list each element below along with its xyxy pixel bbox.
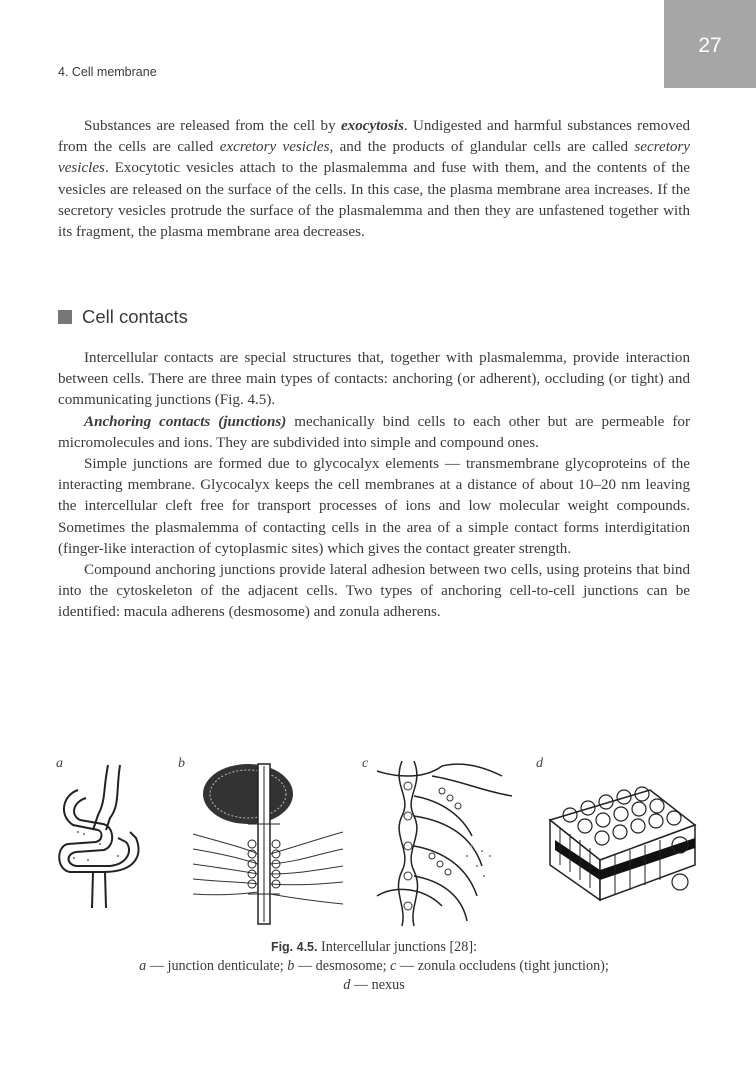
intro-section	[58, 116, 690, 243]
junction-denticulate-illustration	[48, 760, 158, 910]
term-excretory-vesicles: excretory vesicles	[219, 139, 330, 156]
section-heading	[58, 306, 188, 328]
nexus-illustration	[530, 770, 700, 910]
caption-text-b: — desmosome;	[294, 958, 391, 974]
caption-letter-b: b	[287, 958, 295, 974]
text-run: , and the products of glandular cells are called	[329, 139, 635, 156]
caption-letter-c: c	[390, 958, 397, 974]
caption-letter-d: d	[343, 977, 351, 993]
paragraph-simple-junctions: Simple junctions are formed due to glycocalyx elements — transmembrane glycoproteins of the interacting membrane. Glycocalyx keeps the cell membranes at a distance of about 10–20 nm leaving the intercellular cleft free for transport processes of ions and low molecular weight compounds. Sometimes the plasmalemma of contacting cells in the area of a simple contact forms interdigitation (finger-like interaction of cytoplasmic sites) which gives the contact greater strength.	[58, 456, 690, 557]
zonula-occludens-illustration	[372, 756, 522, 928]
term-exocytosis: exocytosis	[340, 118, 404, 134]
caption-text-a: — junction denticulate;	[146, 958, 288, 974]
figure-letter-b: b	[178, 756, 185, 771]
section-title: Cell contacts	[82, 306, 188, 327]
term-anchoring-contacts: Anchoring contacts (junctions)	[84, 413, 287, 430]
figure-letter-a: a	[56, 756, 63, 771]
caption-letter-a: a	[139, 958, 147, 974]
paragraph-anchoring	[58, 412, 690, 454]
section-bullet-icon	[58, 310, 72, 324]
caption-line-2	[58, 957, 690, 976]
term-secretory-vesicles: secretory vesicles	[58, 139, 691, 177]
caption-text-c: — zonula occludens (tight junction);	[396, 958, 609, 974]
caption-line-1	[58, 938, 690, 957]
running-head: 4. Cell membrane	[58, 65, 157, 79]
figure-letter-d: d	[536, 756, 543, 771]
text-run: . Undigested and harmful substances removed from the cells are called	[58, 118, 690, 156]
text-run: mechanically bind cells to each other but are permeable for micromolecules and ions. They are subdivided into simple and compound ones.	[58, 413, 690, 451]
text-run: Substances are released from the cell by	[84, 118, 341, 134]
page-number: 27	[664, 0, 756, 88]
paragraph-compound-junctions: Compound anchoring junctions provide lateral adhesion between two cells, using proteins that bind into the cytoskeleton of the adjacent cells. Two types of anchoring cell-to-cell junctions can be identified: macula adherens (desmosome) and zonula adherens.	[58, 562, 690, 621]
caption-fig-label: Fig. 4.5.	[270, 940, 318, 954]
text-run: . Exocytotic vesicles attach to the plasmalemma and fuse with them, and the contents of the vesicles are released on the surface of the cells. In this case, the plasma membrane area increases. If the secretory vesicles protrude the surface of the plasmalemma and then they are unfastened together with its fragment, the plasma membrane area decreases.	[58, 160, 690, 241]
caption-title: Intercellular junctions [28]:	[317, 939, 478, 955]
intro-paragraph	[58, 116, 690, 243]
figure-letter-c: c	[362, 756, 369, 771]
caption-line-3	[58, 976, 690, 995]
desmosome-illustration	[188, 754, 348, 930]
figure-4-5	[30, 750, 730, 930]
cell-contacts-section	[58, 348, 690, 624]
paragraph-intercellular: Intercellular contacts are special structures that, together with plasmalemma, provide interaction between cells. There are three main types of contacts: anchoring (or adherent), occluding (or tight) and communicating junctions (Fig. 4.5).	[58, 350, 690, 409]
figure-caption	[58, 938, 690, 995]
caption-text-d: — nexus	[350, 977, 405, 993]
